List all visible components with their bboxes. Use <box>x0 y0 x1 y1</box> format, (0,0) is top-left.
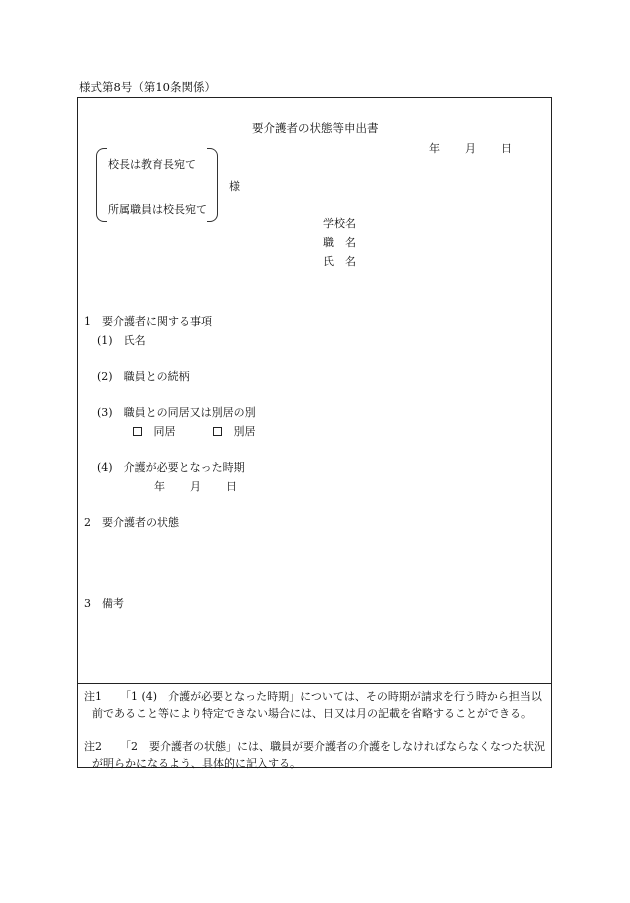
same-residence-label: 同居 <box>153 425 176 438</box>
note-2-text: 「2 要介護者の状態」には、職員が要介護者の介護をしなければならなくなつた状況が明らかになるよう、具体的に記入する。 <box>92 740 545 770</box>
applicant-name-label: 氏 名 <box>323 255 356 268</box>
section-1-heading: 1 要介護者に関する事項 <box>84 315 212 328</box>
separate-residence-checkbox[interactable] <box>213 427 222 436</box>
section-1-item-residence: (3) 職員との同居又は別居の別 <box>97 406 256 419</box>
date-day-label: 日 <box>501 142 512 155</box>
care-start-day-label: 日 <box>226 480 237 493</box>
addressee-bracket-right <box>207 148 218 222</box>
care-start-month-label: 月 <box>190 480 201 493</box>
note-1-label: 注1 <box>84 690 102 703</box>
section-3-heading: 3 備考 <box>84 597 124 610</box>
section-1-item-name: (1) 氏名 <box>97 334 146 347</box>
addressee-line-1: 校長は教育長宛て <box>108 158 196 171</box>
applicant-position-label: 職 名 <box>323 236 356 249</box>
date-year-label: 年 <box>429 142 440 155</box>
note-1-text: 「1 (4) 介護が必要となった時期」については、その時期が請求を行う時から担当以前であること等により特定できない場合には、日又は月の記載を省略することができる。 <box>92 690 542 720</box>
section-2-heading: 2 要介護者の状態 <box>84 516 179 529</box>
section-1-item-care-start: (4) 介護が必要となった時期 <box>97 461 245 474</box>
care-start-year-label: 年 <box>154 480 165 493</box>
notes-divider <box>77 683 552 684</box>
addressee-bracket-left <box>96 148 107 222</box>
note-1 <box>84 688 548 722</box>
same-residence-checkbox[interactable] <box>133 427 142 436</box>
form-number-label: 様式第8号（第10条関係） <box>79 80 216 94</box>
note-2-label: 注2 <box>84 740 102 753</box>
separate-residence-label: 別居 <box>233 425 256 438</box>
date-month-label: 月 <box>465 142 476 155</box>
option-same-residence[interactable] <box>133 426 176 437</box>
section-1-item-relationship: (2) 職員との続柄 <box>97 370 190 383</box>
addressee-honorific: 様 <box>229 180 240 193</box>
note-2 <box>84 738 548 772</box>
addressee-line-2: 所属職員は校長宛て <box>108 203 207 216</box>
option-separate-residence[interactable] <box>213 426 256 437</box>
applicant-school-label: 学校名 <box>323 217 356 230</box>
form-title: 要介護者の状態等申出書 <box>252 121 379 135</box>
